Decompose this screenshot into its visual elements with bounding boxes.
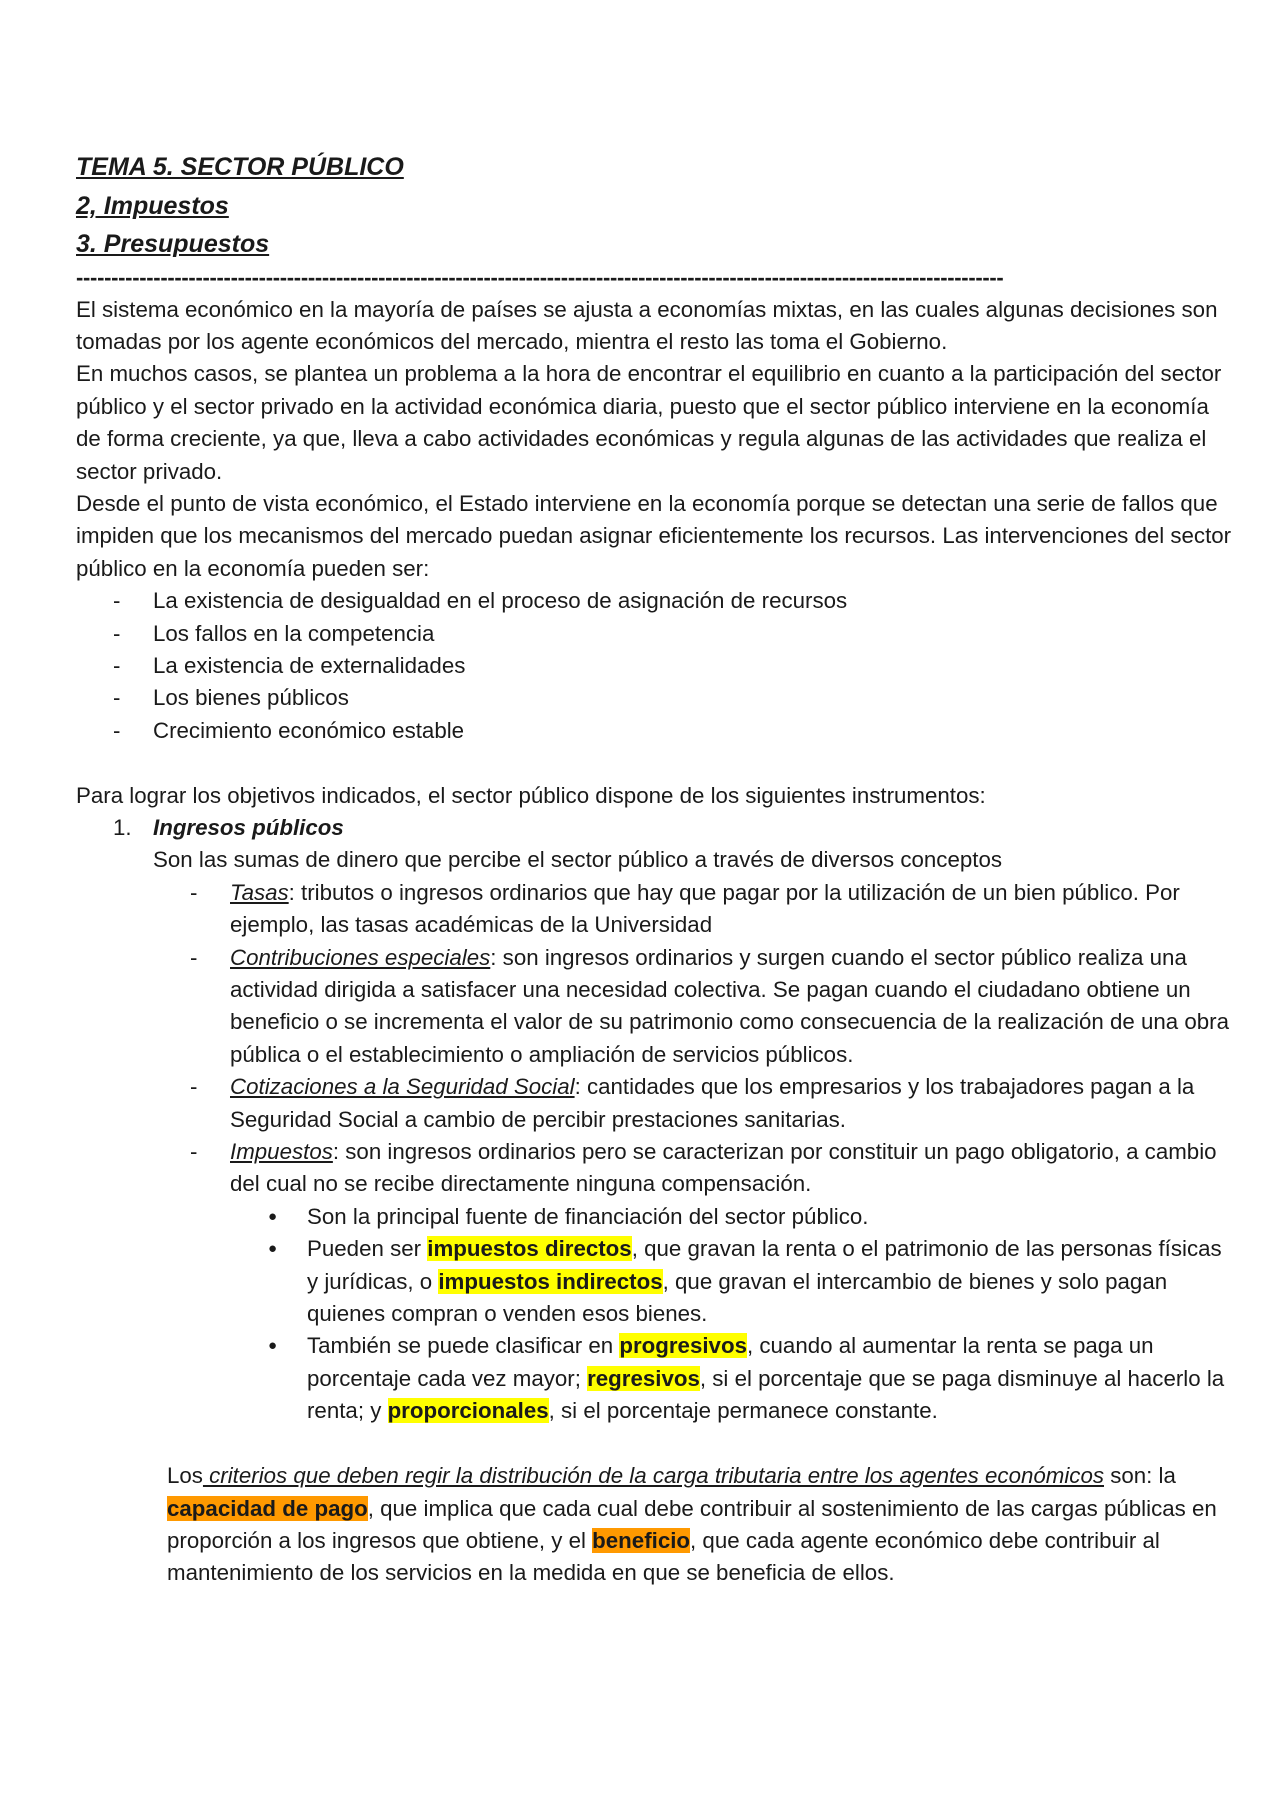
list-item: - Los bienes públicos [76, 682, 1236, 714]
list-item-tasas [153, 877, 1236, 942]
bullet-item [230, 1330, 1236, 1427]
intro-paragraph-1: El sistema económico en la mayoría de países se ajusta a economías mixtas, en las cuales algunas decisiones son tomadas por los agente económicos del mercado, mientra el resto las toma el Gobierno. [76, 296, 1218, 354]
section-heading-ingresos: Ingresos públicos [153, 814, 344, 840]
document-title: TEMA 5. SECTOR PÚBLICO [76, 153, 404, 181]
bullet-text: , cuando al aumentar la renta se paga un porcentaje cada vez mayor; [307, 1333, 1154, 1391]
instruments-list [76, 812, 1236, 1428]
separator-line: ------------------------------------------------------------------------------------------------------------------------------------ [76, 264, 1004, 290]
paragraph-text: , que implica que cada cual debe contribuir al sostenimiento de las cargas públicas en proporción a los ingresos que obtiene, y el [167, 1495, 1217, 1553]
highlight-proporcionales: proporcionales [387, 1398, 549, 1424]
bullet-text: También se puede clasificar en [307, 1333, 620, 1359]
term-tasas: Tasas [230, 879, 289, 905]
subtitle-impuestos: 2, Impuestos [76, 191, 229, 220]
term-cotizaciones: Cotizaciones a la Seguridad Social [230, 1074, 575, 1100]
highlight-regresivos: regresivos [587, 1365, 700, 1391]
bullet-item: ● Son la principal fuente de financiación del sector público. [230, 1201, 1236, 1233]
highlight-beneficio: beneficio [592, 1527, 691, 1553]
impuestos-bullets [230, 1201, 1236, 1428]
list-item: - La existencia de externalidades [76, 650, 1236, 682]
list-item: - Los fallos en la competencia [76, 618, 1236, 650]
list-item: - Crecimiento económico estable [76, 715, 1236, 747]
bullet-text: , si el porcentaje permanece constante. [548, 1398, 938, 1424]
definition-text: : son ingresos ordinarios y surgen cuando el sector público realiza una actividad dirigida a satisfacer una necesidad colectiva. Se pagan cuando el ciudadano obtiene un beneficio o se incrementa el valor de su patrimonio como consecuencia de la realización de una obra pública o el establecimiento o ampliación de servicios públicos. [230, 944, 1229, 1067]
list-item-contribuciones [153, 942, 1236, 1072]
blank-line [76, 747, 1236, 779]
ingresos-types-list [153, 877, 1236, 1428]
bullet-text: , que gravan el intercambio de bienes y solo pagan quienes compran o venden esos bienes. [307, 1268, 1168, 1327]
list-item-cotizaciones [153, 1071, 1236, 1136]
highlight-impuestos-indirectos: impuestos indirectos [438, 1268, 663, 1294]
definition-text: : son ingresos ordinarios pero se caracterizan por constituir un pago obligatorio, a cambio del cual no se recibe directamente ninguna compensación. [230, 1139, 1217, 1197]
highlight-progresivos: progresivos [619, 1333, 747, 1359]
list-item-ingresos [76, 812, 1236, 1428]
term-impuestos: Impuestos [230, 1139, 333, 1165]
term-contribuciones-especiales: Contribuciones especiales [230, 944, 491, 970]
criterios-underlined-phrase: criterios que deben regir la distribución de la carga tributaria entre los agentes económicos [202, 1463, 1104, 1489]
bullet-text: Pueden ser [307, 1236, 428, 1262]
bullet-text: , si el porcentaje que se paga disminuye al hacerlo la renta; y [307, 1365, 1225, 1424]
intro-paragraph-2: En muchos casos, se plantea un problema a la hora de encontrar el equilibrio en cuanto a la participación del sector público y el sector privado en la actividad económica diaria, puesto que el sector público interviene en la economía de forma creciente, ya que, lleva a cabo actividades económicas y regula algunas de las actividades que realiza el sector privado. [76, 361, 1222, 484]
highlight-capacidad-de-pago: capacidad de pago [167, 1495, 368, 1521]
highlight-impuestos-directos: impuestos directos [427, 1236, 632, 1262]
criterios-paragraph [76, 1460, 1236, 1590]
definition-text: : tributos o ingresos ordinarios que hay que pagar por la utilización de un bien público. Por ejemplo, las tasas académicas de la Universidad [230, 879, 1180, 938]
list-item: - La existencia de desigualdad en el proceso de asignación de recursos [76, 585, 1236, 617]
subtitle-presupuestos: 3. Presupuestos [76, 230, 270, 258]
instruments-intro: Para lograr los objetivos indicados, el sector público dispone de los siguientes instrumentos: [76, 782, 986, 808]
interventions-list [76, 585, 1236, 747]
ingresos-description: Son las sumas de dinero que percibe el sector público a través de diversos conceptos [153, 847, 1003, 873]
definition-text: : cantidades que los empresarios y los trabajadores pagan a la Seguridad Social a cambio de percibir prestaciones sanitarias. [230, 1074, 1195, 1132]
paragraph-text: Los [167, 1463, 203, 1489]
bullet-text: , que gravan la renta o el patrimonio de las personas físicas y jurídicas, o [307, 1236, 1222, 1294]
list-item-impuestos [153, 1136, 1236, 1428]
document-page [76, 148, 1236, 1590]
list-number: 1. [113, 814, 132, 840]
bullet-item [230, 1233, 1236, 1330]
intro-paragraph-3: Desde el punto de vista económico, el Estado interviene en la economía porque se detectan una serie de fallos que impiden que los mecanismos del mercado puedan asignar eficientemente los recursos. Las intervenciones del sector público en la economía pueden ser: [76, 490, 1232, 581]
paragraph-text: son: la [1104, 1463, 1176, 1489]
paragraph-text: , que cada agente económico debe contribuir al mantenimiento de los servicios en la medida en que se beneficia de ellos. [167, 1527, 1160, 1586]
